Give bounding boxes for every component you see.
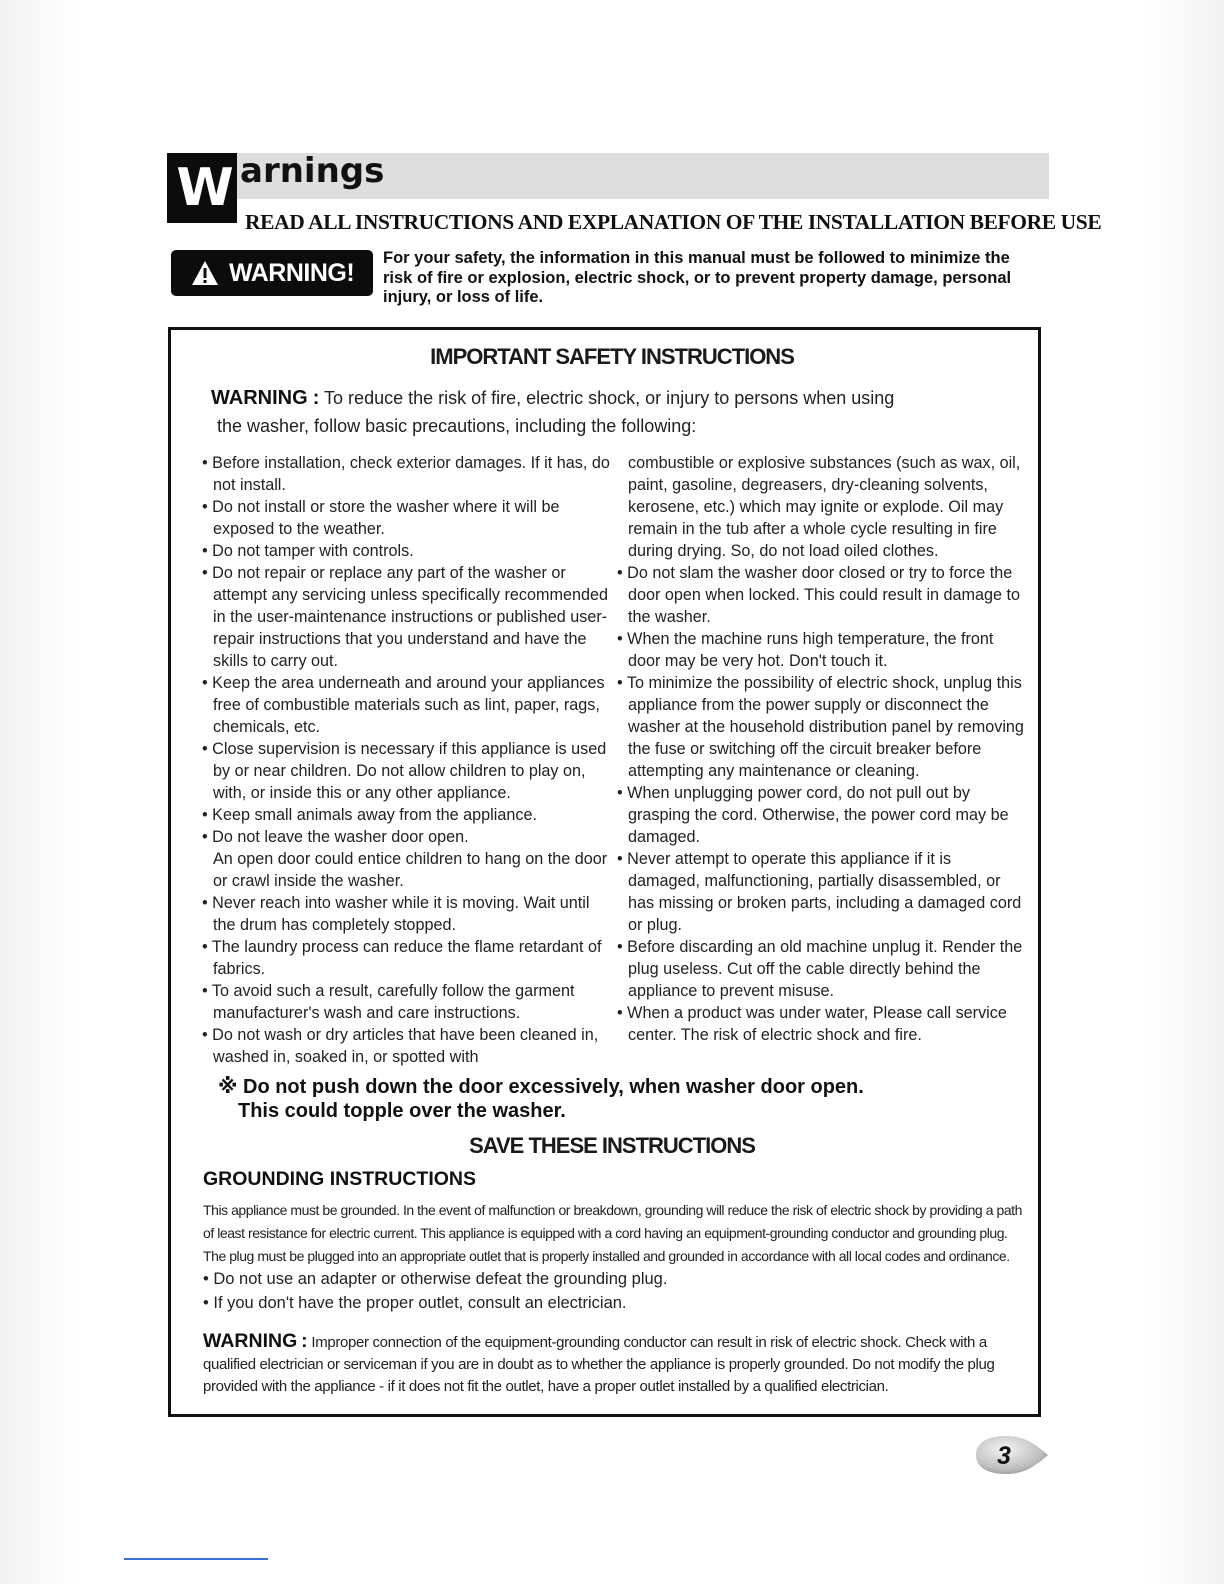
page-number-badge (972, 1433, 1050, 1477)
list-item: • To minimize the possibility of electric shock, unplug this appliance from the power supply or disconnect the washer at the household distribution panel by removing the fuse or switching off the circuit breaker before attempting any maintenance or cleaning. (617, 674, 1024, 780)
intro-line-2: the washer, follow basic precautions, including the following: (217, 416, 697, 436)
list-item: • When the machine runs high temperature, the front door may be very hot. Don't touch it. (617, 630, 994, 670)
safety-list-left (202, 452, 612, 1068)
list-item: • When unplugging power cord, do not pull out by grasping the cord. Otherwise, the power cord may be damaged. (617, 784, 1009, 846)
grounding-warning (203, 1330, 1028, 1398)
list-item: • Never attempt to operate this appliance if it is damaged, malfunctioning, partially disassembled, or has missing or broken parts, including a damaged cord or plug. (617, 850, 1022, 934)
list-item: • Do not slam the washer door closed or try to force the door open when locked. This could result in damage to the washer. (617, 564, 1021, 626)
list-item: • Close supervision is necessary if this appliance is used by or near children. Do not allow children to play on, with, or inside this or any other appliance. (202, 740, 607, 802)
list-item: • If you don't have the proper outlet, consult an electrician. (203, 1294, 627, 1312)
warning-badge (171, 250, 373, 296)
grounding-warning-text: Improper connection of the equipment-grounding conductor can result in risk of electric shock. Check with a qualified electrician or serviceman if you are in doubt as to whether the appliance is properly grounded. Do not modify the plug provided with the appliance - if it does not fit the outlet, have a proper outlet installed by a qualified electrician. (203, 1334, 995, 1395)
list-item-continued: combustible or explosive substances (such as wax, oil, paint, gasoline, degreasers, dry-cleaning solvents, kerosene, etc.) which may ignite or explode. Oil may remain in the tub after a whole cycle resulting in fire during drying. So, do not load oiled clothes. (628, 454, 1021, 560)
footer-link-line (124, 1558, 268, 1560)
list-item: • To avoid such a result, carefully follow the garment manufacturer's wash and care instructions. (202, 982, 575, 1022)
page-title: arnings (240, 151, 385, 191)
warning-description: For your safety, the information in this manual must be followed to minimize the risk of fire or explosion, electric shock, or to prevent property damage, personal injury, or loss of life. (383, 249, 1012, 306)
list-item: • Keep the area underneath and around your appliances free of combustible materials such as lint, paper, rags, chemicals, etc. (202, 674, 605, 736)
list-item: • Before discarding an old machine unplug it. Render the plug useless. Cut off the cable directly behind the appliance to prevent misuse. (617, 938, 1023, 1000)
left-margin-shade (0, 0, 80, 1584)
door-notice (218, 1075, 864, 1123)
door-notice-line-1: ※ Do not push down the door excessively, when washer door open. (218, 1076, 864, 1098)
save-instructions-title: SAVE THESE INSTRUCTIONS (469, 1133, 755, 1158)
title-initial: W (167, 153, 237, 223)
list-item: • Do not install or store the washer where it will be exposed to the weather. (202, 498, 560, 538)
grounding-text: This appliance must be grounded. In the event of malfunction or breakdown, grounding will reduce the risk of electric shock by providing a path of least resistance for electric current. This appliance is equipped with a cord having an equipment-grounding conductor and grounding plug. The plug must be plugged into an appropriate outlet that is properly installed and grounded in accordance with all local codes and ordinance. (203, 1202, 1022, 1264)
page-subtitle: READ ALL INSTRUCTIONS AND EXPLANATION OF THE INSTALLATION BEFORE USE (245, 210, 1102, 234)
list-item: • Do not wash or dry articles that have been cleaned in, washed in, soaked in, or spotted with (202, 1026, 599, 1066)
list-item: • Do not use an adapter or otherwise defeat the grounding plug. (203, 1270, 668, 1288)
grounding-bullets (203, 1267, 667, 1315)
list-item: • Keep small animals away from the appliance. (202, 806, 537, 824)
grounding-title: GROUNDING INSTRUCTIONS (203, 1168, 476, 1190)
list-item: • Before installation, check exterior damages. If it has, do not install. (202, 454, 610, 494)
warning-badge-label: WARNING! (229, 258, 355, 287)
warning-label: WARNING (211, 387, 308, 409)
grounding-warning-separator: : (301, 1330, 308, 1352)
door-notice-line-2: This could topple over the washer. (238, 1100, 566, 1122)
list-item: • Do not tamper with controls. (202, 542, 414, 560)
list-item: • When a product was under water, Please call service center. The risk of electric shock and fire. (617, 1004, 1007, 1044)
list-item-continued: An open door could entice children to hang on the door or crawl inside the washer. (213, 850, 608, 890)
warning-triangle-icon (191, 260, 219, 286)
right-margin-shade (1144, 0, 1224, 1584)
list-item: • Do not leave the washer door open. (202, 828, 469, 846)
list-item: • The laundry process can reduce the flame retardant of fabrics. (202, 938, 602, 978)
list-item: • Do not repair or replace any part of the washer or attempt any servicing unless specifically recommended in the user-maintenance instructions or published user-repair instructions that you understand and have the skills to carry out. (202, 564, 608, 670)
intro-line-1: To reduce the risk of fire, electric shock, or injury to persons when using (324, 388, 895, 408)
page-number: 3 (997, 1442, 1011, 1470)
safety-list-right (617, 452, 1027, 1046)
warning-separator: : (312, 387, 320, 409)
grounding-warning-label: WARNING (203, 1330, 298, 1352)
safety-intro (211, 384, 894, 440)
safety-title: IMPORTANT SAFETY INSTRUCTIONS (430, 344, 794, 369)
list-item: • Never reach into washer while it is moving. Wait until the drum has completely stopped. (202, 894, 590, 934)
